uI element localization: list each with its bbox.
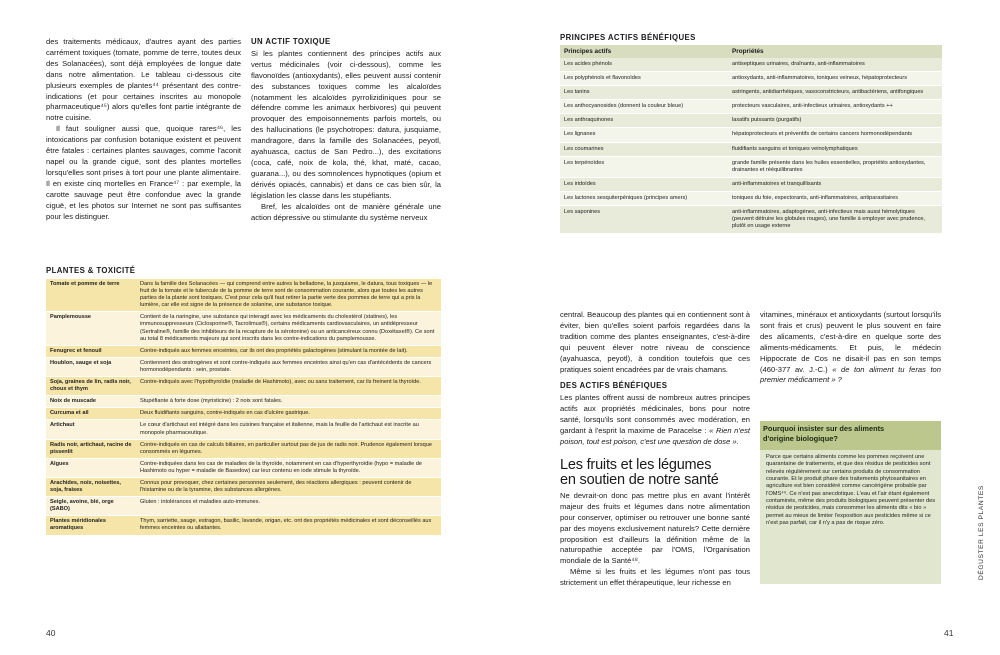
table-row [560,114,942,128]
active-properties-cell: laxatifs puissants (purgatifs) [728,114,942,128]
paragraph: Ne devrait-on donc pas mettre plus en avant l'intérêt majeur des fruits et légumes dans notre alimentation pour conserver, optimiser ou retrouver une bonne santé par des moyens exclusivement naturels? Cette dernière proposition est d'ailleurs la définition même de la naturopathie acceptée par l'OMS, l'Organisation mondiale de la Santé⁴⁸. [560,490,750,566]
active-properties-cell: antioxydants, anti-inflammatoires, toniques veineux, hépatoprotecteurs [728,72,942,86]
plant-description-cell: Thym, sarriette, sauge, estragon, basilic, lavande, origan, etc. ont des propriétés médicinales et sont déconseillés aux femmes enceintes ou allaitantes. [136,516,441,535]
table-row [46,439,441,458]
active-name-cell: Les lactones sesquiterpéniques (principes amers) [560,191,728,205]
table-row [560,142,942,156]
active-name-cell: Les coumarines [560,142,728,156]
table-row [46,516,441,535]
page-number-right: 41 [944,628,954,638]
active-name-cell: Les polyphénols et flavonoïdes [560,72,728,86]
plant-name-cell: Algues [46,458,136,477]
active-properties-cell: anti-inflammatoires, adaptogènes, anti-infectieux mais aussi hémolytiques (peuvent détruire les globules rouges), une famille à employer avec prudence, plutôt en usage externe [728,206,942,234]
active-properties-cell: fluidifiants sanguins et toniques veinolymphatiques [728,142,942,156]
paragraph: central. Beaucoup des plantes qui en contiennent sont à éviter, bien qu'elles soient parfois regardées dans la tradition comme des plantes enseignantes, c'est-à-dire qui peuvent élever notre niveau de conscience (ayahuasca, peyotl), à condition toutefois que ces pratiques soient encadrées par de vrais chamans. [560,310,750,374]
section-heading: UN ACTIF TOXIQUE [251,37,331,46]
active-name-cell: Les acides phénols [560,58,728,72]
paragraph: vitamines, minéraux et antioxydants (surtout lorsqu'ils sont frais et crus) peuvent le plus souvent en faire des alicaments, c'est-à-dire en quelque sorte des aliments-médicaments. Et puis, le médecin Hippocrate de Cos ne disait-il pas en son temps (460-377 av. J.-C.) [760,310,941,374]
fruits-heading-line: en soutien de notre santé [560,471,719,488]
plant-description-cell: Le cœur d'artichaut est intégré dans les cuisines française et italienne, mais la feuille de l'artichaut est inscrite au monopole pharmaceutique. [136,420,441,439]
right-col2-text [760,310,941,386]
active-properties-cell: antiseptiques urinaires, draînants, anti-inflammatoires [728,58,942,72]
organic-sidebar-box [760,421,941,584]
plant-name-cell: Fenugrec et fenouil [46,345,136,357]
active-name-cell: Les anthraquinones [560,114,728,128]
fruits-heading [560,458,750,488]
active-properties-cell: grande famille présente dans les huiles essentielles, propriétés antioxydantes, drainantes et rééquilibrantes [728,156,942,177]
active-name-cell: Les terpénoïdes [560,156,728,177]
plant-description-cell: Dans la famille des Solanacées — qui comprend entre autres la belladone, la jusquiame, le datura, tous toxiques — le fruit de la tomate et le tubercule de la pomme de terre sont de consommation courante, alors que toutes les autres parties de la plante sont toxiques. C'est pour cela qu'il faut retirer la partie verte des pommes de terre qui a pris la lumière, car elle est signe de la présence de solanine, une substance toxique. [136,279,441,312]
table-row [46,477,441,496]
table-row [560,177,942,191]
paragraph: des traitements médicaux, d'autres ayant des parties carrément toxiques (tomate, pomme de terre, toutes deux des Solanacées), sont déjà employées de longue date dans notre alimentation. Le tableau ci-dessous cite plusieurs exemples de plantes⁴⁴ présentant des contre-indications (et pour certaines inscrites au monopole pharmaceutique⁴⁵) alors qu'elles font partie intégrante de notre cuisine. [46,37,241,123]
table-row [560,128,942,142]
active-name-cell: Les anthocyanosides (donnent la couleur bleue) [560,100,728,114]
paragraph: Les plantes offrent aussi de nombreux autres principes actifs aux propriétés médicinales, bons pour notre santé, lorsqu'ils sont consommés avec modération, en gardant à l'esprit la maxime de Paracelse : [560,393,750,436]
plant-name-cell: Curcuma et ail [46,408,136,420]
plant-description-cell: Contre-indiqués avec l'hypothyroïdie (maladie de Hashimoto), avec ou sans traitement, car ils freinent la thyroïde. [136,377,441,396]
active-properties-cell: protecteurs vasculaires, anti-infectieux urinaires, antioxydants ++ [728,100,942,114]
plant-name-cell: Radis noir, artichaut, racine de pissenlit [46,439,136,458]
plant-description-cell: Contre-indiqués en cas de calculs biliaires, en particulier surtout pas de jus de radis noir. Prudence également lorsque consommés en légumes. [136,439,441,458]
active-name-cell: Les saponines [560,206,728,234]
plant-description-cell: Contient de la naringine, une substance qui interagit avec les médicaments du cholestérol (statines), les immunosuppresseurs (Ciclosporine®, Tacrolimus®), certains médicaments cardiovasculaires, un antidépresseur (Sertraline®, famille des inhibiteurs de la recapture de la sérotonine) ou un anticancéreux connu (Doxétaxel®). Ce sont au total 8 médicaments majeurs qui sont inscrits dans les contre-indications du pamplemousse. [136,312,441,345]
table-row [46,357,441,376]
active-name-cell: Les iridoïdes [560,177,728,191]
left-col1-text [46,37,241,222]
paragraph: Même si les fruits et les légumes n'ont pas tous strictement un effet thérapeutique, leur richesse en [560,567,750,588]
plant-description-cell: Gluten : intolérances et maladies auto-immunes. [136,497,441,516]
actives-table-title: PRINCIPES ACTIFS BÉNÉFIQUES [560,33,696,42]
active-name-cell: Les lignanes [560,128,728,142]
active-properties-cell: toniques du foie, expectorants, anti-inflammatoires, antiparasitaires [728,191,942,205]
plant-description-cell: Deux fluidifiants sanguins, contre-indiqués en cas d'ulcère gastrique. [136,408,441,420]
plant-name-cell: Artichaut [46,420,136,439]
page-number-left: 40 [46,628,56,638]
sidebar-title-line: d'origine biologique? [763,434,838,443]
table-header: Principes actifs [560,45,728,58]
plant-description-cell: Contre-indiquées dans les cas de maladies de la thyroïde, notamment en cas d'hyperthyroïdie (hypo = maladie de Hashimoto ou hyper = maladie de Basedow) car leur contenu en iode stimule la thyroïde. [136,458,441,477]
plant-name-cell: Seigle, avoine, blé, orge (SABO) [46,497,136,516]
paragraph: Si les plantes contiennent des principes actifs aux vertus médicinales (voir ci-dessous), comme les flavonoïdes (antioxydants), elles peuvent aussi contenir des substances toxiques comme les alcaloïdes (notamment les alcaloïdes pyrrolizidiniques pour se défendre comme les animaux herbivores) qui peuvent provoquer des empoisonnements parfois mortels, ou des hallucinations (le psychotropes: datura, jusquiame, mandragore, dans la famille des Solanacées, peyotl, ayahuasca, cactus de San Pedro...), des excitations (coca, café, noix de kola, thé, khat, maté, cacao, guarana...), ou des somnolences hypnotiques (opium et dérivés opiacés, cannabis) et dans ce cas bien sûr, la législation les classe dans les stupéfiants. [251,48,441,200]
plant-name-cell: Soja, graines de lin, radis noir, choux et thym [46,377,136,396]
paracelse-quote: « Rien n'est poison, tout est poison, c'est une question de dose ». [560,426,750,446]
plant-description-cell: Connus pour provoquer, chez certaines personnes seulement, des réactions allergiques : peuvent contenir de l'histamine ou de la tyramine, des substances allergènes. [136,477,441,496]
table-row [560,58,942,72]
table-row [560,206,942,234]
table-row [560,72,942,86]
table-row [560,191,942,205]
plant-name-cell: Tomate et pomme de terre [46,279,136,312]
plant-description-cell: Contiennent des œstrogènes et sont contre-indiqués aux femmes enceintes ainsi qu'en cas d'antécédents de cancers hormonodépendants : sein, prostate. [136,357,441,376]
plant-name-cell: Pamplemousse [46,312,136,345]
active-properties-cell: astringents, antidiarrhéiques, vasoconstricteurs, antibactériens, antifongiques [728,86,942,100]
table-row [46,458,441,477]
sidebar-box-text: Parce que certains aliments comme les pommes reçoivent une quarantaine de traitements, et que des résidus de pesticides sont relevés régulièrement sur certains produits de consommation courante. Et le produit phare des traitements phytosanitaires en agriculture est bien considéré comme cancérigène probable par l'OMS⁴⁹. Ce n'est pas anecdotique. L'eau et l'air étant également contaminés, même des produits biologiques peuvent présenter des résidus de pesticides, mais consommer les aliments dits « bio » permet au mieux de limiter l'exposition aux pesticides même si ce n'est pas parfait, car il n'y a pas de risque zéro. [766,454,936,527]
table-row [46,497,441,516]
plants-table-title: PLANTES & TOXICITÉ [46,266,136,275]
table-row [560,156,942,177]
table-row [560,100,942,114]
table-row [46,312,441,345]
table-row [46,279,441,312]
plants-toxicity-table [46,279,441,536]
plant-name-cell: Houblon, sauge et soja [46,357,136,376]
plant-description-cell: Stupéfiante à forte dose (myristicine) : 2 noix sont fatales. [136,396,441,408]
table-row [46,377,441,396]
table-row [46,345,441,357]
active-properties-cell: anti-inflammatoires et tranquillisants [728,177,942,191]
table-row [560,86,942,100]
paragraph: Il faut souligner aussi que, quoique rares⁴⁶, les intoxications par confusion botanique existent et peuvent être fatales : certaines plantes sauvages, comme l'aconit napel ou la grande ciguë, sont des plantes mortelles lorsqu'elles sont prises à tort pour une plante alimentaire. Il en existe cinq mortelles en France⁴⁷ : par exemple, la carotte sauvage peut être confondue avec la grande ciguë, et les photos sur Internet ne sont pas suffisantes pour les distinguer. [46,124,241,221]
left-col2-text [251,37,441,223]
plant-name-cell: Noix de muscade [46,396,136,408]
hippocrate-quote: « de ton aliment tu feras ton premier médicament » ? [760,364,941,385]
section-heading: DES ACTIFS BÉNÉFIQUES [560,381,668,391]
table-row [46,396,441,408]
paragraph: Bref, les alcaloïdes ont de manière générale une action dépressive ou stimulante du système nerveux [251,201,441,222]
plant-name-cell: Plantes méridionales aromatiques [46,516,136,535]
table-header: Propriétés [728,45,942,58]
table-row [46,420,441,439]
active-properties-cell: hépatoprotecteurs et préventifs de certains cancers hormonodépendants [728,128,942,142]
sidebar-title-line: Pourquoi insister sur des aliments [763,424,885,433]
plant-name-cell: Arachides, noix, noisettes, soja, fraises [46,477,136,496]
table-row [46,408,441,420]
sidebar-box-title [760,421,941,450]
fruits-heading-line: Les fruits et les légumes [560,456,712,473]
active-name-cell: Les tanins [560,86,728,100]
section-side-label: DÉGUSTER LES PLANTES [978,485,985,580]
right-col1-text [560,310,750,589]
plant-description-cell: Contre-indiqués aux femmes enceintes, car ils ont des propriétés galactogènes (stimulant la montée de lait). [136,345,441,357]
active-principles-table [560,45,942,234]
